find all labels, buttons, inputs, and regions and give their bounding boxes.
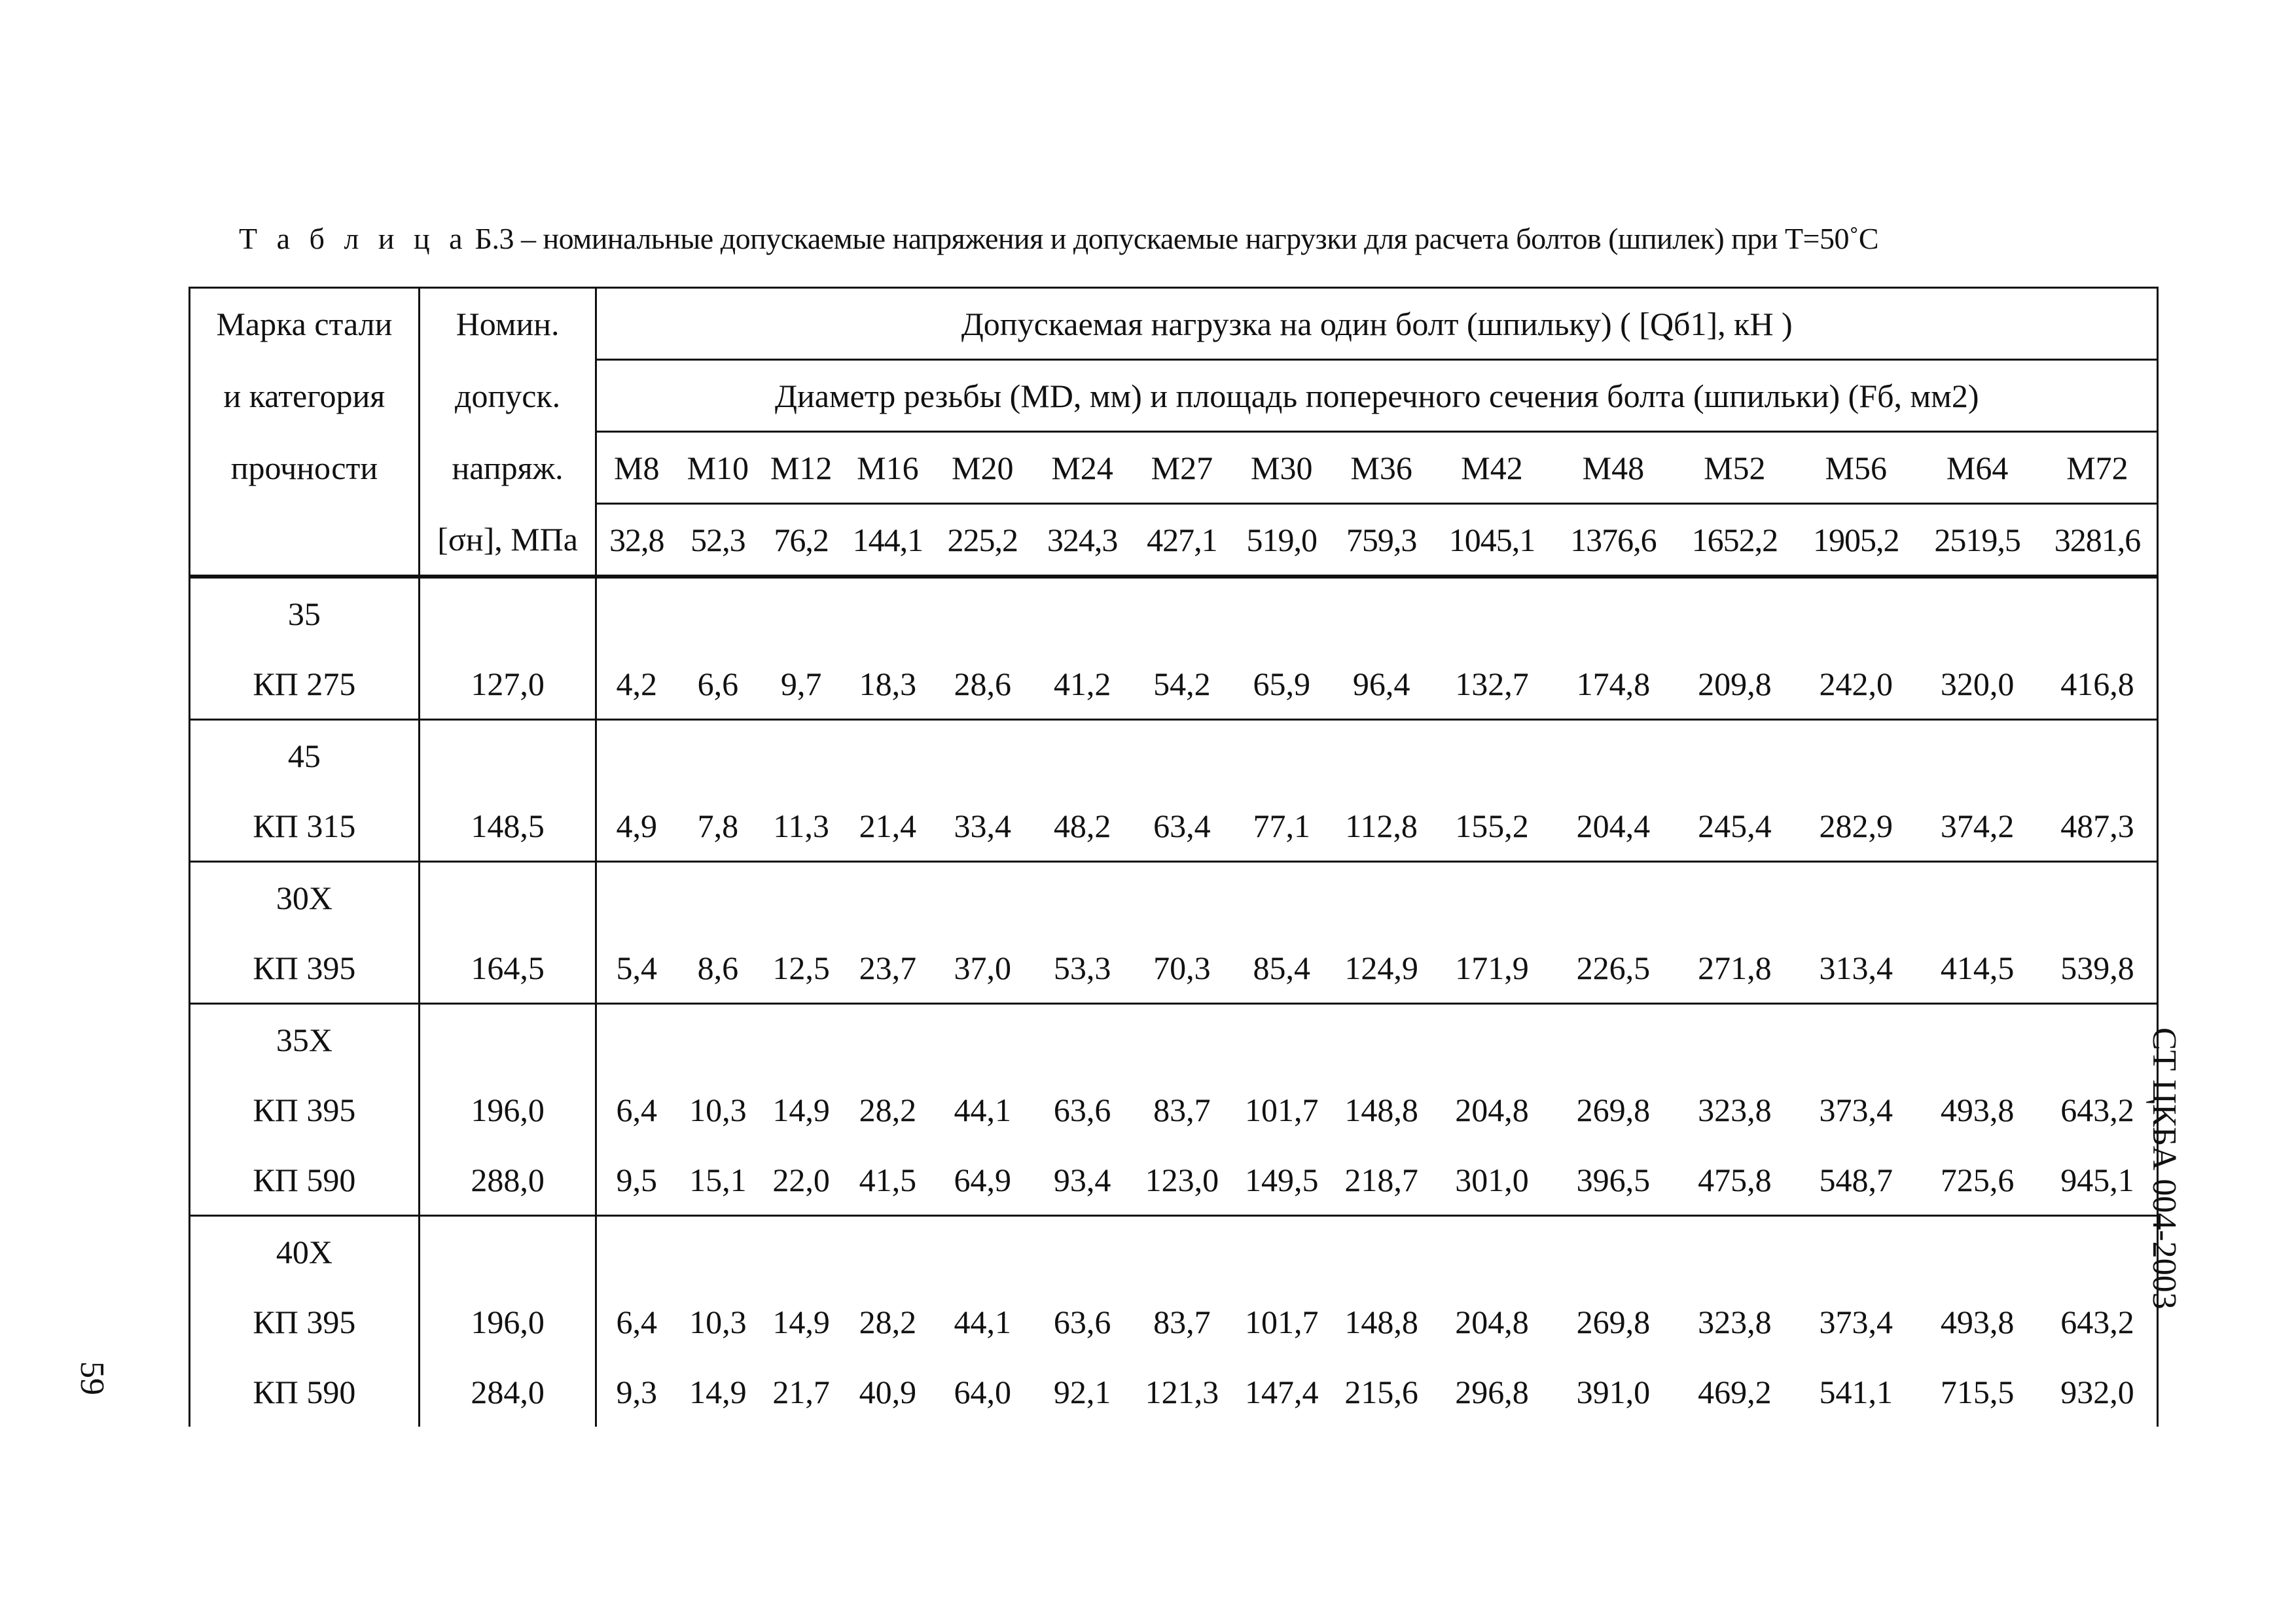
allowable-load-cell: 63,4 bbox=[1132, 791, 1232, 862]
allowable-load-cell: 493,8 bbox=[1940, 1091, 2015, 1128]
header-load-title: Допускаемая нагрузка на один болт (шпильку) ( [Qб1], кН ) bbox=[596, 288, 2158, 360]
cross-section-area-cell: 519,0 bbox=[1232, 504, 1331, 577]
cross-section-area-cell: 759,3 bbox=[1331, 504, 1431, 577]
header-stress-line2: допуск. bbox=[419, 360, 596, 432]
allowable-load-cell: 313,4 bbox=[1795, 933, 1916, 1004]
thread-size-cell: M36 bbox=[1331, 432, 1431, 504]
allowable-load-cell: 4,9 bbox=[596, 791, 676, 862]
thread-size-cell: M8 bbox=[596, 432, 676, 504]
header-steel-blank bbox=[190, 504, 420, 577]
steel-grade-cell: 30Х bbox=[190, 862, 420, 933]
allowable-load-cell: 7,8 bbox=[676, 791, 759, 862]
allowable-load-cell: 96,4 bbox=[1331, 649, 1431, 720]
allowable-load-cell: 414,5 bbox=[1916, 933, 2037, 1004]
allowable-load-cell: 155,2 bbox=[1431, 791, 1552, 862]
allowable-load-cell: 6,6 bbox=[676, 649, 759, 720]
caption-label: Т а б л и ц а bbox=[239, 222, 469, 255]
thread-size-cell: M56 bbox=[1795, 432, 1916, 504]
header-steel-line3: прочности bbox=[190, 432, 420, 504]
allowable-load-cell: 12,5 bbox=[759, 933, 842, 1004]
allowable-load-cell: 28,2 bbox=[859, 1303, 917, 1340]
allowable-load-cell: 22,0 bbox=[759, 1145, 842, 1216]
strength-category-cell: КП 395 bbox=[190, 1075, 420, 1145]
allowable-load-cell: 64,0 bbox=[954, 1373, 1011, 1410]
allowable-load-cell: 218,7 bbox=[1331, 1145, 1431, 1216]
header-stress-line1: Номин. bbox=[419, 288, 596, 360]
empty-load-cell bbox=[596, 1004, 2158, 1075]
allowable-load-cell: 65,9 bbox=[1232, 649, 1331, 720]
allowable-load-cell: 269,8 bbox=[1576, 1303, 1651, 1340]
table-row bbox=[190, 649, 2158, 720]
empty-stress-cell bbox=[419, 1004, 596, 1075]
cross-section-area-cell: 1376,6 bbox=[1552, 504, 1674, 577]
allowable-load-cell: 475,8 bbox=[1674, 1145, 1795, 1216]
cross-section-area-cell: 225,2 bbox=[933, 504, 1032, 577]
strength-category-cell: КП 275 bbox=[190, 649, 420, 720]
table-row bbox=[190, 1145, 2158, 1216]
steel-grade-row bbox=[190, 862, 2158, 933]
allowable-load-cell: 541,1 bbox=[1819, 1373, 1893, 1410]
thread-size-cell: M48 bbox=[1552, 432, 1674, 504]
allowable-load-cell: 4,2 bbox=[596, 649, 676, 720]
allowable-load-cell: 28,2 bbox=[859, 1091, 917, 1128]
allowable-stress-cell: 284,0 bbox=[419, 1357, 596, 1427]
allowable-load-cell: 539,8 bbox=[2038, 933, 2158, 1004]
allowable-load-cell: 9,5 bbox=[596, 1145, 676, 1216]
thread-size-cell: M12 bbox=[759, 432, 842, 504]
allowable-load-cell: 41,2 bbox=[1032, 649, 1132, 720]
allowable-load-cell: 242,0 bbox=[1795, 649, 1916, 720]
allowable-load-cell: 10,3 bbox=[689, 1091, 747, 1128]
bolt-load-table bbox=[188, 287, 2159, 1427]
empty-load-cell bbox=[596, 862, 2158, 933]
allowable-stress-cell: 196,0 bbox=[419, 1287, 596, 1357]
allowable-load-cell: 643,2 bbox=[2038, 1287, 2158, 1357]
allowable-load-cell: 548,7 bbox=[1795, 1145, 1916, 1216]
empty-load-cell bbox=[596, 720, 2158, 791]
allowable-stress-cell: 196,0 bbox=[419, 1075, 596, 1145]
cross-section-area-cell: 2519,5 bbox=[1916, 504, 2037, 577]
allowable-load-cell: 123,0 bbox=[1132, 1145, 1232, 1216]
allowable-load-cell: 945,1 bbox=[2038, 1145, 2158, 1216]
empty-stress-cell bbox=[419, 1216, 596, 1287]
allowable-load-cell: 6,4 bbox=[596, 1075, 676, 1145]
thread-size-cell: M52 bbox=[1674, 432, 1795, 504]
allowable-load-cell: 33,4 bbox=[933, 791, 1032, 862]
cross-section-area-cell: 3281,6 bbox=[2038, 504, 2158, 577]
steel-grade-cell: 35 bbox=[190, 577, 420, 649]
allowable-load-cell: 93,4 bbox=[1032, 1145, 1132, 1216]
steel-grade-row bbox=[190, 1004, 2158, 1075]
allowable-load-cell: 174,8 bbox=[1552, 649, 1674, 720]
thread-size-cell: M27 bbox=[1132, 432, 1232, 504]
allowable-load-cell: 14,9 bbox=[772, 1303, 830, 1340]
empty-load-cell bbox=[596, 577, 2158, 649]
thread-size-cell: M30 bbox=[1232, 432, 1331, 504]
allowable-stress-cell: 164,5 bbox=[419, 933, 596, 1004]
cross-section-area-cell: 52,3 bbox=[676, 504, 759, 577]
allowable-load-cell: 373,4 bbox=[1819, 1303, 1893, 1340]
allowable-stress-cell: 148,5 bbox=[419, 791, 596, 862]
strength-category-cell: КП 315 bbox=[190, 791, 420, 862]
allowable-load-cell: 320,0 bbox=[1916, 649, 2037, 720]
allowable-load-cell: 11,3 bbox=[759, 791, 842, 862]
allowable-load-cell: 9,3 bbox=[596, 1357, 676, 1427]
thread-size-cell: M16 bbox=[843, 432, 933, 504]
allowable-load-cell: 124,9 bbox=[1331, 933, 1431, 1004]
allowable-load-cell: 21,7 bbox=[772, 1373, 830, 1410]
table-row bbox=[190, 791, 2158, 862]
allowable-load-cell: 932,0 bbox=[2038, 1357, 2158, 1427]
allowable-load-cell: 85,4 bbox=[1232, 933, 1331, 1004]
allowable-load-cell: 643,2 bbox=[2038, 1075, 2158, 1145]
cross-section-area-cell: 1905,2 bbox=[1795, 504, 1916, 577]
allowable-load-cell: 269,8 bbox=[1576, 1091, 1651, 1128]
allowable-load-cell: 469,2 bbox=[1698, 1373, 1772, 1410]
allowable-load-cell: 296,8 bbox=[1455, 1373, 1529, 1410]
allowable-load-cell: 10,3 bbox=[689, 1303, 747, 1340]
steel-grade-row bbox=[190, 1216, 2158, 1287]
allowable-load-cell: 132,7 bbox=[1431, 649, 1552, 720]
allowable-load-cell: 282,9 bbox=[1795, 791, 1916, 862]
steel-grade-row bbox=[190, 720, 2158, 791]
cross-section-area-cell: 144,1 bbox=[843, 504, 933, 577]
allowable-load-cell: 493,8 bbox=[1940, 1303, 2015, 1340]
table-body bbox=[190, 288, 2158, 1427]
thread-size-cell: M64 bbox=[1916, 432, 2037, 504]
allowable-load-cell: 53,3 bbox=[1032, 933, 1132, 1004]
strength-category-cell: КП 590 bbox=[190, 1357, 420, 1427]
allowable-load-cell: 92,1 bbox=[1053, 1373, 1111, 1410]
cross-section-area-cell: 1045,1 bbox=[1431, 504, 1552, 577]
cross-section-area-cell: 1652,2 bbox=[1674, 504, 1795, 577]
table-caption bbox=[239, 221, 2150, 256]
allowable-load-cell: 64,9 bbox=[933, 1145, 1032, 1216]
allowable-load-cell: 101,7 bbox=[1245, 1091, 1319, 1128]
allowable-load-cell: 149,5 bbox=[1232, 1145, 1331, 1216]
cross-section-area-cell: 427,1 bbox=[1132, 504, 1232, 577]
allowable-load-cell: 271,8 bbox=[1674, 933, 1795, 1004]
allowable-load-cell: 487,3 bbox=[2038, 791, 2158, 862]
allowable-load-cell: 41,5 bbox=[843, 1145, 933, 1216]
steel-grade-cell: 35Х bbox=[190, 1004, 420, 1075]
header-steel-line1: Марка стали bbox=[190, 288, 420, 360]
allowable-load-cell: 14,9 bbox=[689, 1373, 747, 1410]
header-diameter-title: Диаметр резьбы (MD, мм) и площадь поперечного сечения болта (шпильки) (Fб, мм2) bbox=[596, 360, 2158, 432]
strength-category-cell: КП 395 bbox=[190, 1287, 420, 1357]
table-row bbox=[190, 1287, 2158, 1357]
allowable-load-cell: 373,4 bbox=[1819, 1091, 1893, 1128]
allowable-load-cell: 44,1 bbox=[954, 1091, 1011, 1128]
empty-stress-cell bbox=[419, 720, 596, 791]
allowable-load-cell: 396,5 bbox=[1552, 1145, 1674, 1216]
header-stress-line3: напряж. bbox=[419, 432, 596, 504]
allowable-load-cell: 48,2 bbox=[1032, 791, 1132, 862]
allowable-load-cell: 23,7 bbox=[843, 933, 933, 1004]
allowable-load-cell: 226,5 bbox=[1552, 933, 1674, 1004]
thread-size-cell: M42 bbox=[1431, 432, 1552, 504]
thread-size-cell: M20 bbox=[933, 432, 1032, 504]
allowable-load-cell: 215,6 bbox=[1344, 1373, 1418, 1410]
caption-text: Б.3 – номинальные допускаемые напряжения и допускаемые нагрузки для расчета болтов (шпилек) при Т=50˚С bbox=[475, 222, 1878, 255]
allowable-load-cell: 83,7 bbox=[1153, 1303, 1211, 1340]
cross-section-area-cell: 32,8 bbox=[596, 504, 676, 577]
allowable-load-cell: 209,8 bbox=[1674, 649, 1795, 720]
header-area-row bbox=[190, 504, 2158, 577]
header-row-1 bbox=[190, 288, 2158, 360]
allowable-load-cell: 18,3 bbox=[843, 649, 933, 720]
header-steel-line2: и категория bbox=[190, 360, 420, 432]
empty-load-cell bbox=[596, 1216, 2158, 1287]
allowable-load-cell: 40,9 bbox=[859, 1373, 917, 1410]
table-row bbox=[190, 933, 2158, 1004]
allowable-stress-cell: 127,0 bbox=[419, 649, 596, 720]
allowable-load-cell: 54,2 bbox=[1132, 649, 1232, 720]
allowable-load-cell: 391,0 bbox=[1576, 1373, 1651, 1410]
allowable-load-cell: 83,7 bbox=[1153, 1091, 1211, 1128]
steel-grade-cell: 40Х bbox=[190, 1216, 420, 1287]
allowable-load-cell: 245,4 bbox=[1674, 791, 1795, 862]
allowable-load-cell: 121,3 bbox=[1145, 1373, 1219, 1410]
table-row bbox=[190, 1357, 2158, 1427]
document-code-label: СТ ЦКБА 004-2003 bbox=[2145, 1027, 2183, 1310]
thread-size-cell: M24 bbox=[1032, 432, 1132, 504]
allowable-load-cell: 70,3 bbox=[1132, 933, 1232, 1004]
allowable-load-cell: 44,1 bbox=[954, 1303, 1011, 1340]
strength-category-cell: КП 590 bbox=[190, 1145, 420, 1216]
steel-grade-row bbox=[190, 577, 2158, 649]
allowable-load-cell: 37,0 bbox=[933, 933, 1032, 1004]
steel-grade-cell: 45 bbox=[190, 720, 420, 791]
cross-section-area-cell: 324,3 bbox=[1032, 504, 1132, 577]
header-stress-line4: [σн], МПа bbox=[419, 504, 596, 577]
allowable-load-cell: 15,1 bbox=[676, 1145, 759, 1216]
allowable-load-cell: 148,8 bbox=[1344, 1091, 1418, 1128]
allowable-load-cell: 112,8 bbox=[1331, 791, 1431, 862]
empty-stress-cell bbox=[419, 577, 596, 649]
allowable-load-cell: 323,8 bbox=[1698, 1303, 1772, 1340]
allowable-stress-cell: 288,0 bbox=[419, 1145, 596, 1216]
strength-category-cell: КП 395 bbox=[190, 933, 420, 1004]
allowable-load-cell: 715,5 bbox=[1940, 1373, 2015, 1410]
allowable-load-cell: 8,6 bbox=[676, 933, 759, 1004]
table-row bbox=[190, 1075, 2158, 1145]
allowable-load-cell: 204,8 bbox=[1455, 1303, 1529, 1340]
allowable-load-cell: 171,9 bbox=[1431, 933, 1552, 1004]
header-thread-row bbox=[190, 432, 2158, 504]
allowable-load-cell: 204,4 bbox=[1552, 791, 1674, 862]
allowable-load-cell: 6,4 bbox=[596, 1287, 676, 1357]
page-number: 59 bbox=[73, 1361, 111, 1395]
allowable-load-cell: 9,7 bbox=[759, 649, 842, 720]
allowable-load-cell: 21,4 bbox=[843, 791, 933, 862]
allowable-load-cell: 14,9 bbox=[772, 1091, 830, 1128]
cross-section-area-cell: 76,2 bbox=[759, 504, 842, 577]
allowable-load-cell: 63,6 bbox=[1053, 1303, 1111, 1340]
thread-size-cell: M10 bbox=[676, 432, 759, 504]
allowable-load-cell: 725,6 bbox=[1916, 1145, 2037, 1216]
thread-size-cell: M72 bbox=[2038, 432, 2158, 504]
allowable-load-cell: 416,8 bbox=[2038, 649, 2158, 720]
allowable-load-cell: 147,4 bbox=[1245, 1373, 1319, 1410]
allowable-load-cell: 5,4 bbox=[596, 933, 676, 1004]
header-row-2 bbox=[190, 360, 2158, 432]
allowable-load-cell: 301,0 bbox=[1431, 1145, 1552, 1216]
allowable-load-cell: 101,7 bbox=[1245, 1303, 1319, 1340]
allowable-load-cell: 204,8 bbox=[1455, 1091, 1529, 1128]
allowable-load-cell: 374,2 bbox=[1916, 791, 2037, 862]
allowable-load-cell: 28,6 bbox=[933, 649, 1032, 720]
allowable-load-cell: 148,8 bbox=[1344, 1303, 1418, 1340]
empty-stress-cell bbox=[419, 862, 596, 933]
allowable-load-cell: 63,6 bbox=[1053, 1091, 1111, 1128]
allowable-load-cell: 323,8 bbox=[1698, 1091, 1772, 1128]
allowable-load-cell: 77,1 bbox=[1232, 791, 1331, 862]
